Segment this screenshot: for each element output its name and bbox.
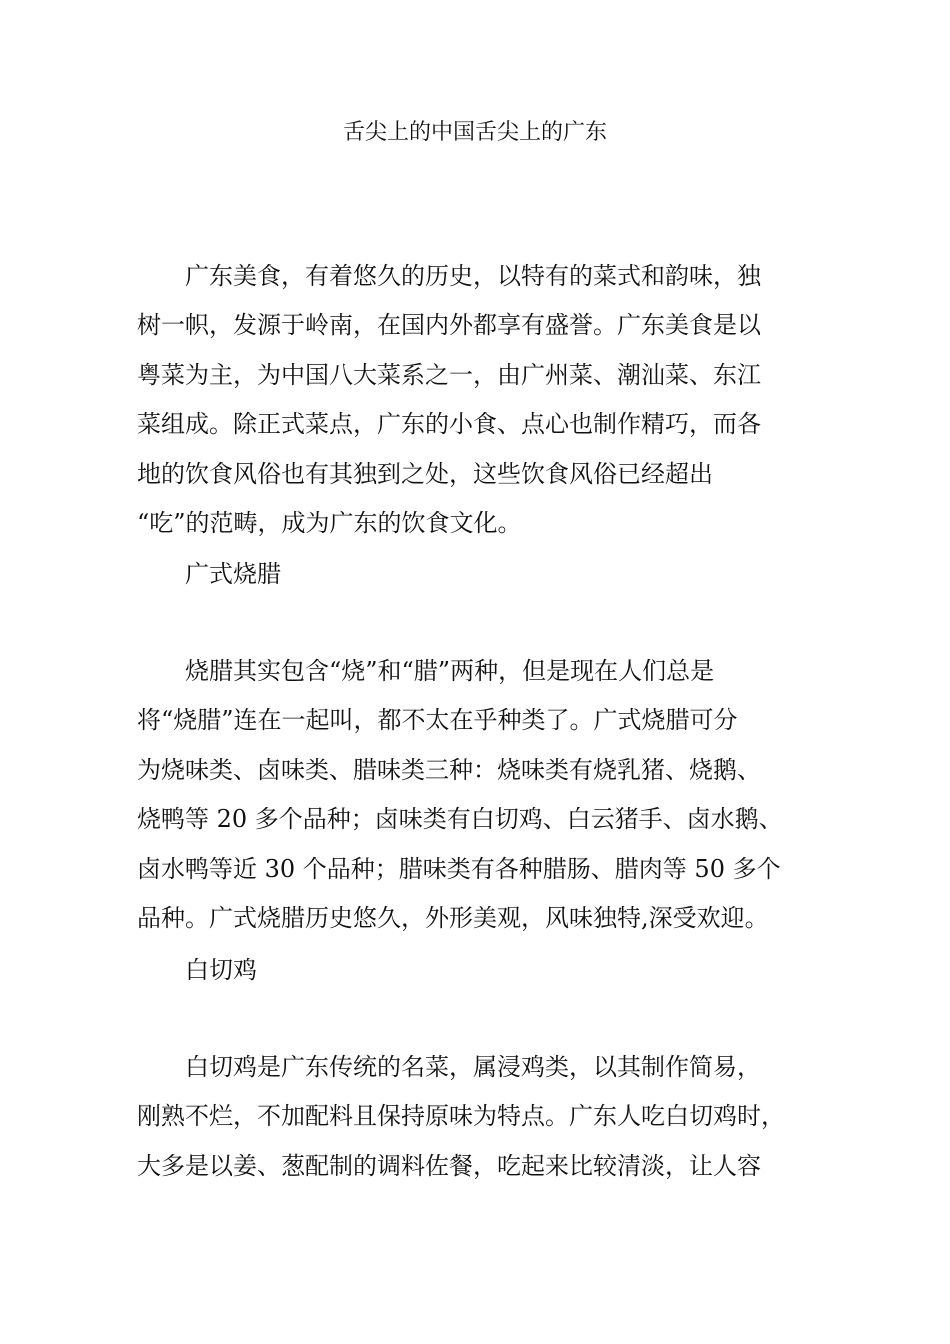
text-line: 卤水鸭等近 30 个品种；腊味类有各种腊肠、腊肉等 50 多个 [137, 854, 781, 883]
text-line: 刚熟不烂，不加配料且保持原味为特点。广东人吃白切鸡时， [137, 1102, 785, 1131]
text-line: 白切鸡是广东传统的名菜，属浸鸡类，以其制作简易， [185, 1053, 761, 1081]
section-paragraph-roast-meat [137, 647, 817, 943]
text-line: 粤菜为主，为中国八大菜系之一，由广州菜、潮汕菜、东江 [137, 360, 761, 389]
text-line: 为烧味类、卤味类、腊味类三种：烧味类有烧乳猪、烧鹅、 [137, 755, 761, 784]
document-title: 舌尖上的中国舌尖上的广东 [342, 120, 607, 145]
text-line: 广东美食，有着悠久的历史，以特有的菜式和韵味，独 [185, 262, 761, 290]
text-line: 品种。广式烧腊历史悠久，外形美观，风味独特,深受欢迎。 [137, 904, 769, 933]
intro-paragraph [137, 252, 817, 548]
section-heading-roast-meat: 广式烧腊 [185, 560, 281, 588]
section-paragraph-white-cut-chicken [137, 1043, 817, 1191]
text-line: 烧鸭等 20 多个品种；卤味类有白切鸡、白云猪手、卤水鹅、 [137, 805, 783, 834]
text-line: 将“烧腊”连在一起叫，都不太在乎种类了。广式烧腊可分 [137, 706, 738, 735]
text-line: 树一帜，发源于岭南，在国内外都享有盛誉。广东美食是以 [137, 311, 761, 340]
text-line: 大多是以姜、葱配制的调料佐餐，吃起来比较清淡，让人容 [137, 1151, 761, 1180]
section-heading-white-cut-chicken: 白切鸡 [185, 956, 257, 984]
text-line: 菜组成。除正式菜点，广东的小食、点心也制作精巧，而各 [137, 410, 761, 439]
text-line: 地的饮食风俗也有其独到之处，这些饮食风俗已经超出 [137, 459, 713, 488]
text-line: “吃”的范畴，成为广东的饮食文化。 [137, 509, 522, 538]
text-line: 烧腊其实包含“烧”和“腊”两种，但是现在人们总是 [185, 657, 715, 685]
